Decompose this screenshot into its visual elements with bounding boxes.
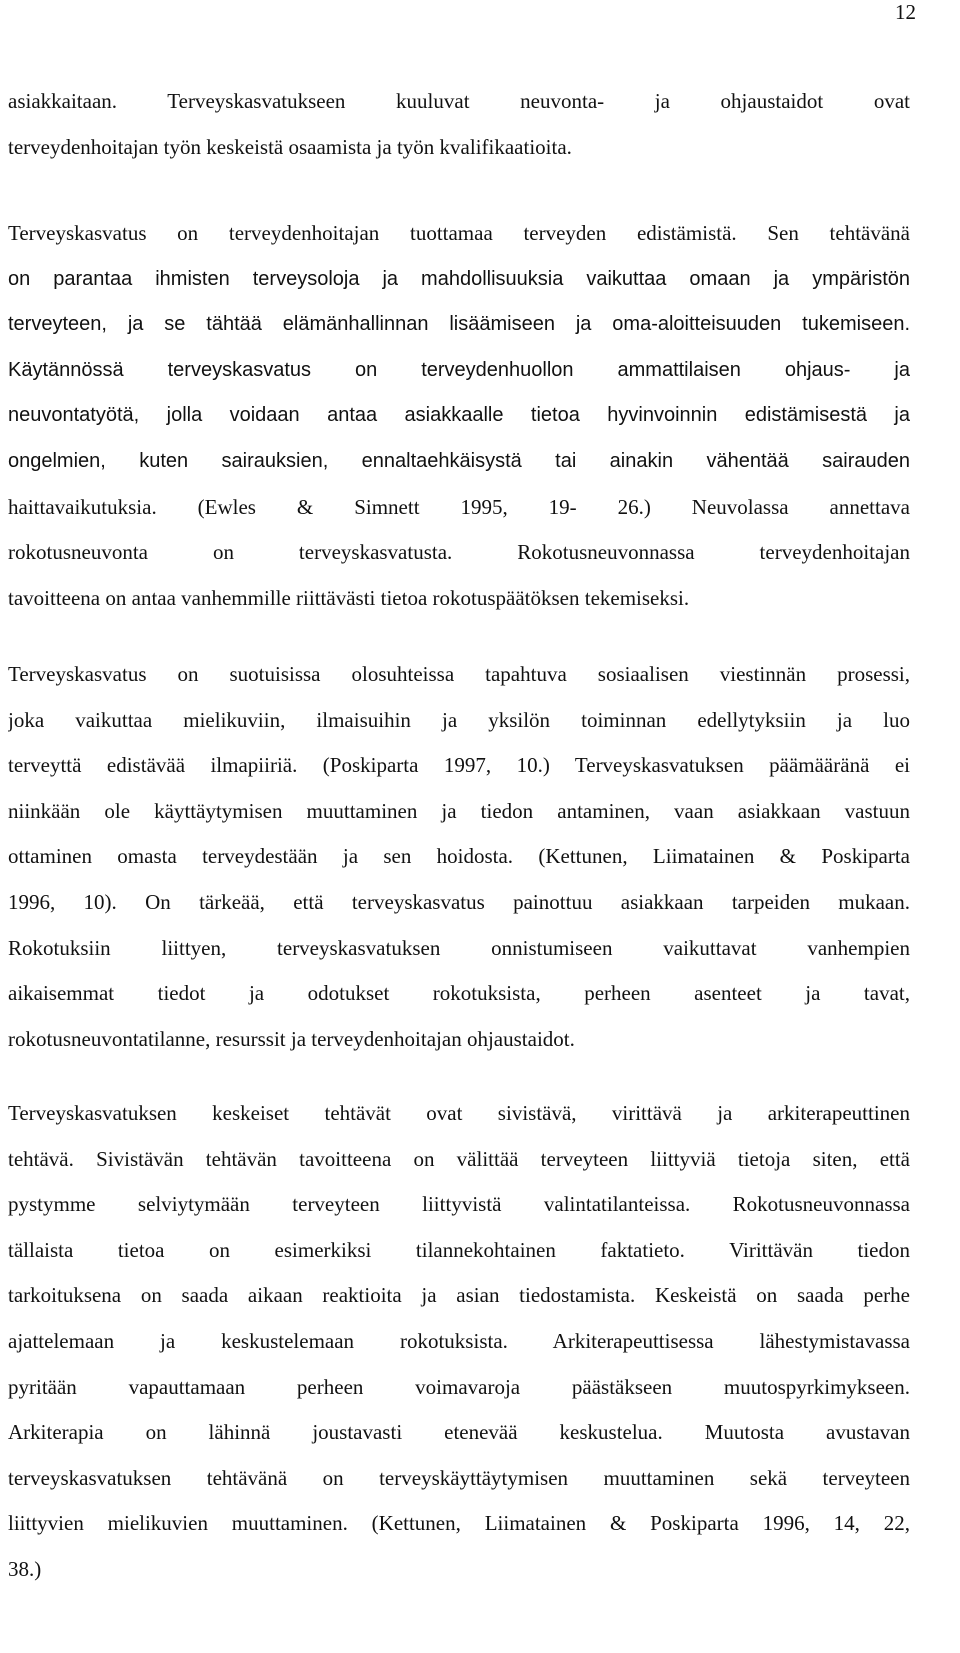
paragraph-line: asiakkaitaan. Terveyskasvatukseen kuuluvat neuvonta- ja ohjaustaidot ovat (8, 89, 910, 113)
paragraph-line: haittavaikutuksia. (Ewles & Simnett 1995, 19- 26.) Neuvolassa annettava (8, 494, 910, 519)
paragraph-line: terveyttä edistävää ilmapiiriä. (Poskiparta 1997, 10.) Terveyskasvatuksen päämääränä ei (8, 753, 910, 778)
page-number: 12 (895, 0, 916, 24)
paragraph-line: terveydenhoitajan työn keskeistä osaamista ja työn kvalifikaatioita. (8, 134, 572, 159)
paragraph-line: Terveyskasvatus on suotuisissa olosuhteissa tapahtuva sosiaalisen viestinnän prosessi, (8, 662, 910, 686)
paragraph-line: pystymme selviytymään terveyteen liittyvistä valintatilanteissa. Rokotusneuvonnassa (8, 1192, 910, 1217)
paragraph-line: neuvontatyötä, jolla voidaan antaa asiakkaalle tietoa hyvinvoinnin edistämisestä ja (8, 404, 910, 427)
paragraph-2 (8, 211, 910, 621)
paragraph-line: ongelmien, kuten sairauksien, ennaltaehkäisystä tai ainakin vähentää sairauden (8, 449, 910, 472)
paragraph-line: rokotusneuvonta on terveyskasvatusta. Rokotusneuvonnassa terveydenhoitajan (8, 540, 910, 565)
paragraph-line: tavoitteena on antaa vanhemmille riittävästi tietoa rokotuspäätöksen tekemiseksi. (8, 585, 690, 610)
paragraph-line: Käytännössä terveyskasvatus on terveydenhuollon ammattilaisen ohjaus- ja (8, 358, 910, 381)
paragraph-line: tehtävä. Sivistävän tehtävän tavoitteena on välittää terveyteen liittyviä tietoja siten, että (8, 1146, 910, 1171)
paragraph-line: Terveyskasvatus on terveydenhoitajan tuottamaa terveyden edistämistä. Sen tehtävänä (8, 221, 910, 245)
paragraph-3 (8, 652, 910, 1062)
paragraph-line: on parantaa ihmisten terveysoloja ja mahdollisuuksia vaikuttaa omaan ja ympäristön (8, 267, 910, 290)
paragraph-line: ottaminen omasta terveydestään ja sen hoidosta. (Kettunen, Liimatainen & Poskiparta (8, 844, 910, 869)
paragraph-line: terveyskasvatuksen tehtävänä on terveyskäyttäytymisen muuttaminen sekä terveyteen (8, 1465, 910, 1490)
paragraph-line: ajattelemaan ja keskustelemaan rokotuksista. Arkiterapeuttisessa lähestymistavassa (8, 1328, 910, 1353)
paragraph-line: Arkiterapia on lähinnä joustavasti etenevää keskustelua. Muutosta avustavan (8, 1420, 910, 1445)
paragraph-line: terveyteen, ja se tähtää elämänhallinnan lisäämiseen ja oma-aloitteisuuden tukemiseen. (8, 313, 910, 336)
paragraph-line: 1996, 10). On tärkeää, että terveyskasvatus painottuu asiakkaan tarpeiden mukaan. (8, 889, 910, 914)
paragraph-line: rokotusneuvontatilanne, resurssit ja terveydenhoitajan ohjaustaidot. (8, 1026, 575, 1051)
paragraph-line: liittyvien mielikuvien muuttaminen. (Kettunen, Liimatainen & Poskiparta 1996, 14, 22, (8, 1511, 910, 1536)
paragraph-line: niinkään ole käyttäytymisen muuttaminen ja tiedon antaminen, vaan asiakkaan vastuun (8, 798, 910, 823)
paragraph-line: tarkoituksena on saada aikaan reaktioita ja asian tiedostamista. Keskeistä on saada perhe (8, 1283, 910, 1308)
paragraph-4 (8, 1091, 910, 1593)
paragraph-line: joka vaikuttaa mielikuviin, ilmaisuihin ja yksilön toiminnan edellytyksiin ja luo (8, 707, 910, 732)
paragraph-line: aikaisemmat tiedot ja odotukset rokotuksista, perheen asenteet ja tavat, (8, 981, 910, 1006)
paragraph-line: tällaista tietoa on esimerkiksi tilannekohtainen faktatieto. Virittävän tiedon (8, 1237, 910, 1262)
paragraph-line: 38.) (8, 1556, 42, 1581)
paragraph-line: pyritään vapauttamaan perheen voimavaroja päästäkseen muutospyrkimykseen. (8, 1374, 910, 1399)
paragraph-line: Terveyskasvatuksen keskeiset tehtävät ovat sivistävä, virittävä ja arkiterapeuttinen (8, 1101, 910, 1125)
paragraph-line: Rokotuksiin liittyen, terveyskasvatuksen onnistumiseen vaikuttavat vanhempien (8, 935, 910, 960)
paragraph-1 (8, 79, 910, 170)
